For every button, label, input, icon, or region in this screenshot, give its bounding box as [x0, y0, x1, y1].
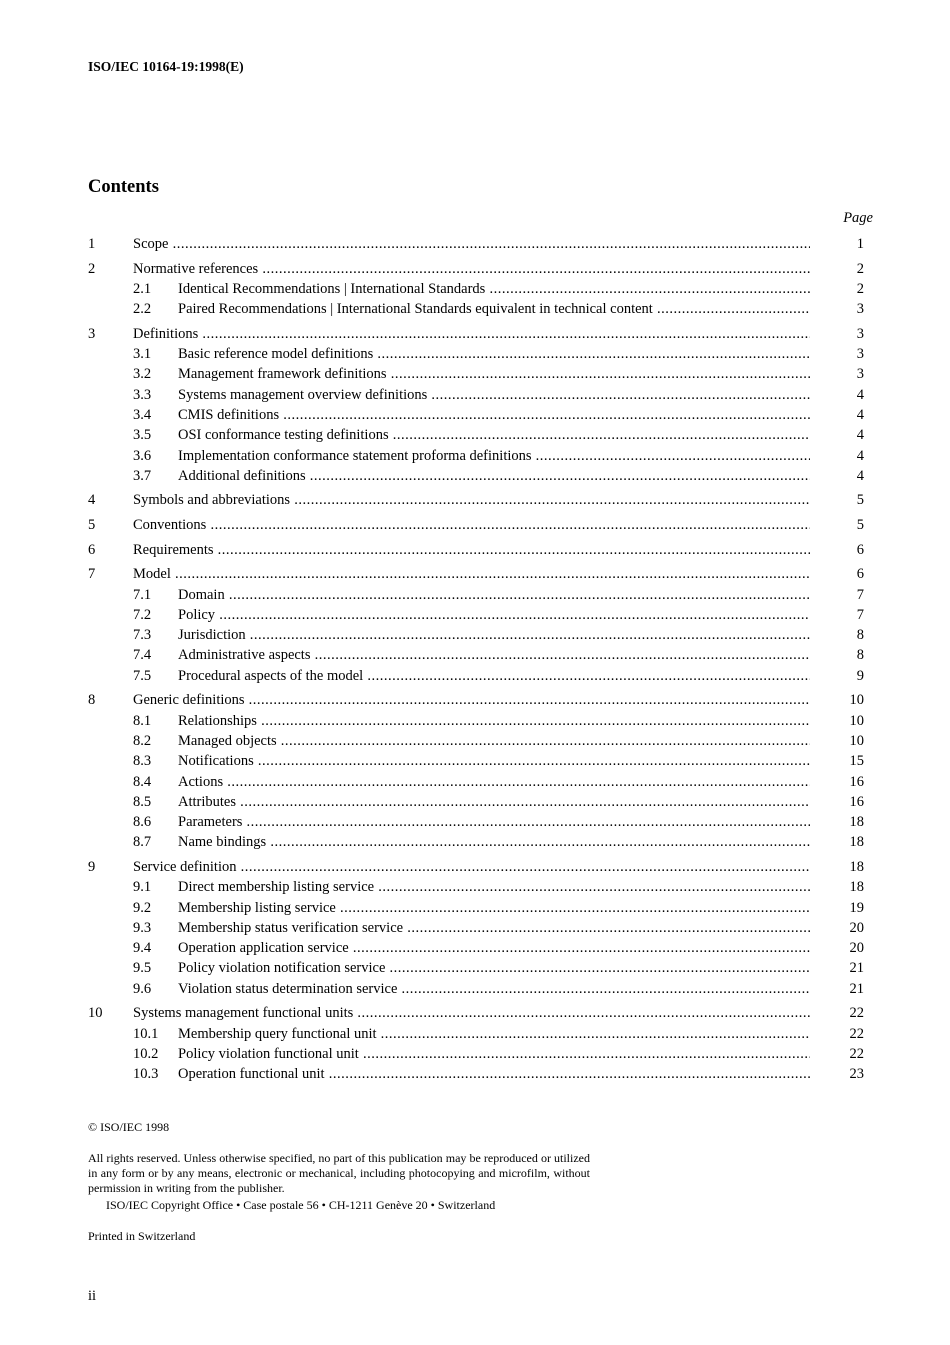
toc-entry-title[interactable]: Violation status determination service [178, 980, 398, 997]
toc-entry-page: 21 [849, 980, 864, 997]
toc-entry-title[interactable]: Operation application service [178, 940, 349, 957]
toc-entry-page: 18 [849, 814, 864, 831]
toc-entry-title-leader [178, 877, 810, 897]
toc-entry[interactable] [88, 405, 873, 425]
toc-entry-page: 1 [856, 236, 864, 252]
toc-entry-number: 10 [88, 1005, 103, 1022]
toc-entry-title[interactable]: Relationships [178, 712, 257, 729]
toc-entry-title[interactable]: Requirements [133, 541, 214, 558]
toc-entry[interactable] [88, 645, 873, 665]
toc-entry-title-leader [133, 515, 810, 535]
toc-entry-page: 18 [849, 879, 864, 896]
toc-entry-title[interactable]: Model [133, 566, 171, 583]
toc-entry-number: 2 [88, 260, 96, 277]
toc-entry-number: 7.3 [133, 627, 152, 644]
toc-entry-page: 6 [856, 541, 864, 558]
toc-entry[interactable] [88, 711, 873, 731]
toc-entry-title[interactable]: Scope [133, 236, 169, 252]
toc-entry-title[interactable]: Additional definitions [178, 467, 306, 484]
toc-entry-title[interactable]: Basic reference model definitions [178, 346, 374, 363]
toc-entry[interactable] [88, 1064, 873, 1084]
toc-entry-page: 9 [856, 667, 864, 684]
toc-entry-page: 23 [849, 1066, 864, 1083]
toc-entry[interactable] [88, 299, 873, 319]
toc-entry[interactable] [88, 1044, 873, 1064]
toc-entry[interactable] [88, 605, 873, 625]
toc-entry-number: 8.1 [133, 712, 152, 729]
toc-entry-title[interactable]: Name bindings [178, 834, 267, 851]
toc-entry-number: 4 [88, 492, 96, 509]
toc-entry-title-leader [133, 564, 810, 584]
copyright-notice: © ISO/IEC 1998 [88, 1120, 170, 1134]
toc-entry[interactable] [88, 385, 873, 405]
toc-entry-title[interactable]: Membership listing service [178, 899, 336, 916]
toc-entry-number: 3.4 [133, 406, 152, 423]
toc-entry-page: 10 [849, 732, 864, 749]
toc-entry-title-leader [178, 1024, 810, 1044]
toc-entry-page: 6 [856, 566, 864, 583]
toc-entry-page: 15 [849, 753, 864, 770]
toc-entry-title[interactable]: Systems management functional units [133, 1005, 354, 1022]
toc-entry-title[interactable]: Policy [178, 606, 216, 623]
page-column-label: Page [843, 210, 873, 226]
toc-entry-page: 7 [856, 606, 864, 623]
toc-entry-title[interactable]: Identical Recommendations | International Standards [178, 280, 486, 297]
toc-entry-title-leader [178, 1064, 810, 1084]
toc-entry[interactable] [88, 446, 873, 466]
toc-entry-number: 8.2 [133, 732, 152, 749]
toc-entry[interactable] [88, 625, 873, 645]
toc-entry-title-leader [178, 645, 810, 665]
toc-entry[interactable] [88, 515, 873, 535]
toc-entry-number: 9.4 [133, 940, 152, 957]
toc-entry-title-leader [133, 490, 810, 510]
toc-entry-number: 8.3 [133, 753, 152, 770]
toc-entry-title-leader [178, 466, 810, 486]
toc-entry-title-leader [178, 605, 810, 625]
toc-entry-title[interactable]: Membership query functional unit [178, 1025, 377, 1042]
toc-entry-number: 9.6 [133, 980, 152, 997]
toc-entry[interactable] [88, 364, 873, 384]
toc-entry-title-leader [178, 344, 810, 364]
toc-entry-number: 2.1 [133, 280, 152, 297]
toc-entry-number: 8.4 [133, 773, 152, 790]
toc-entry[interactable] [88, 857, 873, 877]
toc-entry-title[interactable]: Membership status verification service [178, 919, 404, 936]
toc-entry-page: 20 [849, 940, 864, 957]
toc-entry-title[interactable]: Service definition [133, 858, 237, 875]
toc-entry-number: 7.5 [133, 667, 152, 684]
toc-entry-number: 10.3 [133, 1066, 159, 1083]
toc-entry-title[interactable]: Procedural aspects of the model [178, 667, 364, 684]
toc-entry[interactable] [88, 938, 873, 958]
toc-entry-number: 10.1 [133, 1025, 159, 1042]
toc-entry-page: 4 [856, 406, 864, 423]
publisher-address: ISO/IEC Copyright Office • Case postale 56 • CH-1211 Genève 20 • Switzerland [106, 1198, 496, 1212]
toc-entry[interactable] [88, 918, 873, 938]
toc-entry[interactable] [88, 751, 873, 771]
toc-entry-title[interactable]: Operation functional unit [178, 1066, 325, 1083]
toc-entry-number: 3.2 [133, 366, 152, 383]
toc-entry-title[interactable]: Conventions [133, 517, 207, 534]
toc-entry[interactable] [88, 234, 873, 254]
toc-entry[interactable] [88, 490, 873, 510]
toc-entry-title[interactable]: CMIS definitions [178, 406, 280, 423]
toc-entry-number: 9.2 [133, 899, 152, 916]
toc-entry-page: 22 [849, 1025, 864, 1042]
toc-entry-title-leader [178, 979, 810, 999]
toc-entry-title[interactable]: Jurisdiction [178, 627, 246, 644]
toc-entry-title-leader [178, 279, 810, 299]
toc-entry-page: 18 [849, 858, 864, 875]
toc-entry-number: 9 [88, 858, 96, 875]
document-header: ISO/IEC 10164-19:1998(E) [88, 59, 244, 74]
toc-entry-title[interactable]: Notifications [178, 753, 254, 770]
toc-entry-number: 8.7 [133, 834, 152, 851]
toc-entry[interactable] [88, 731, 873, 751]
toc-entry-number: 3 [88, 325, 96, 342]
toc-entry-title-leader [178, 585, 810, 605]
toc-entry-title[interactable]: Paired Recommendations | International Standards equivalent in technical content [178, 301, 653, 318]
toc-entry-title-leader [178, 772, 810, 792]
toc-entry-title-leader [178, 812, 810, 832]
toc-entry[interactable] [88, 979, 873, 999]
toc-entry-number: 7 [88, 566, 96, 583]
toc-entry-page: 5 [856, 517, 864, 534]
toc-entry[interactable] [88, 772, 873, 792]
toc-entry-title-leader [178, 666, 810, 686]
toc-entry-title-leader [178, 364, 810, 384]
toc-entry-page: 20 [849, 919, 864, 936]
toc-entry-page: 5 [856, 492, 864, 509]
toc-entry-number: 8.5 [133, 793, 152, 810]
toc-entry-page: 3 [856, 366, 864, 383]
toc-entry-title-leader [178, 918, 810, 938]
toc-entry-page: 16 [849, 773, 864, 790]
toc-entry-page: 22 [849, 1045, 864, 1062]
toc-entry[interactable] [88, 564, 873, 584]
toc-entry[interactable] [88, 812, 873, 832]
toc-entry[interactable] [88, 585, 873, 605]
toc-entry-page: 10 [849, 712, 864, 729]
toc-entry-title-leader [133, 259, 810, 279]
toc-entry-number: 5 [88, 517, 96, 534]
toc-entry-title[interactable]: Symbols and abbreviations [133, 492, 291, 509]
toc-entry-title-leader [133, 324, 810, 344]
toc-entry-title-leader [178, 299, 810, 319]
toc-entry-number: 1 [88, 236, 96, 252]
toc-entry-page: 21 [849, 960, 864, 977]
toc-entry-page: 8 [856, 647, 864, 664]
toc-entry-number: 7.2 [133, 606, 152, 623]
toc-entry-number: 7.1 [133, 586, 152, 603]
toc-entry-title-leader [133, 540, 810, 560]
toc-entry-page: 16 [849, 793, 864, 810]
toc-entry-number: 8 [88, 692, 96, 709]
toc-entry-page: 4 [856, 386, 864, 403]
toc-entry-page: 22 [849, 1005, 864, 1022]
toc-entry-page: 3 [856, 325, 864, 342]
toc-entry[interactable] [88, 690, 873, 710]
toc-entry-page: 4 [856, 467, 864, 484]
toc-entry-title-leader [178, 446, 810, 466]
toc-entry-number: 3.1 [133, 346, 152, 363]
toc-entry-page: 8 [856, 627, 864, 644]
toc-entry-number: 10.2 [133, 1045, 159, 1062]
page-number: ii [88, 1288, 97, 1304]
toc-entry[interactable] [88, 279, 873, 299]
table-of-contents [88, 234, 873, 1085]
toc-entry-number: 7.4 [133, 647, 152, 664]
toc-entry-title-leader [133, 1003, 810, 1023]
toc-entry-title-leader [178, 792, 810, 812]
toc-entry-title-leader [178, 731, 810, 751]
toc-entry[interactable] [88, 898, 873, 918]
toc-entry[interactable] [88, 832, 873, 852]
toc-entry-number: 3.3 [133, 386, 152, 403]
toc-entry-title[interactable]: Administrative aspects [178, 647, 311, 664]
toc-entry-page: 4 [856, 447, 864, 464]
toc-entry-number: 3.7 [133, 467, 152, 484]
toc-entry-page: 18 [849, 834, 864, 851]
toc-entry[interactable] [88, 466, 873, 486]
toc-entry-title-leader [133, 857, 810, 877]
toc-entry-number: 8.6 [133, 814, 152, 831]
toc-entry-title[interactable]: Definitions [133, 325, 199, 342]
toc-entry-title[interactable]: Implementation conformance statement proforma definitions [178, 447, 532, 464]
toc-entry-title[interactable]: Systems management overview definitions [178, 386, 428, 403]
toc-entry-title[interactable]: Parameters [178, 814, 243, 831]
toc-entry-page: 2 [856, 260, 864, 277]
toc-entry-title-leader [178, 938, 810, 958]
toc-entry-title[interactable]: OSI conformance testing definitions [178, 427, 389, 444]
toc-entry-page: 2 [856, 280, 864, 297]
toc-entry[interactable] [88, 344, 873, 364]
toc-entry-title-leader [133, 234, 810, 254]
toc-entry[interactable] [88, 792, 873, 812]
toc-entry-title[interactable]: Policy violation functional unit [178, 1045, 359, 1062]
toc-entry-title-leader [178, 751, 810, 771]
toc-entry-title-leader [178, 958, 810, 978]
toc-entry[interactable] [88, 666, 873, 686]
toc-entry-title-leader [133, 690, 810, 710]
toc-entry-number: 9.5 [133, 960, 152, 977]
toc-entry-title[interactable]: Policy violation notification service [178, 960, 386, 977]
toc-entry-title-leader [178, 711, 810, 731]
toc-entry-title[interactable]: Management framework definitions [178, 366, 387, 383]
toc-entry[interactable] [88, 1024, 873, 1044]
toc-entry-number: 9.3 [133, 919, 152, 936]
toc-entry-number: 6 [88, 541, 96, 558]
toc-entry-title[interactable]: Actions [178, 773, 224, 790]
toc-entry-title[interactable]: Domain [178, 586, 225, 603]
toc-entry-page: 10 [849, 692, 864, 709]
printed-in: Printed in Switzerland [88, 1229, 196, 1243]
rights-statement: All rights reserved. Unless otherwise specified, no part of this publication may be reproduced or utilized in any form or by any means, electronic or mechanical, including photocopying and microfilm, without permission in writing from the publisher. [88, 1151, 590, 1195]
toc-entry-title-leader [178, 1044, 810, 1064]
toc-entry-title[interactable]: Direct membership listing service [178, 879, 375, 896]
toc-entry-title[interactable]: Managed objects [178, 732, 277, 749]
toc-entry-title[interactable]: Normative references [133, 260, 259, 277]
toc-entry-number: 3.5 [133, 427, 152, 444]
toc-entry-page: 19 [849, 899, 864, 916]
toc-entry-number: 3.6 [133, 447, 152, 464]
toc-entry-page: 3 [856, 346, 864, 363]
toc-entry[interactable] [88, 1003, 873, 1023]
toc-entry[interactable] [88, 877, 873, 897]
toc-entry-title-leader [178, 832, 810, 852]
toc-entry-title-leader [178, 425, 810, 445]
toc-entry-title[interactable]: Attributes [178, 793, 236, 810]
toc-entry-title-leader [178, 625, 810, 645]
toc-entry[interactable] [88, 425, 873, 445]
toc-entry-title[interactable]: Generic definitions [133, 692, 245, 709]
toc-entry-number: 9.1 [133, 879, 152, 896]
toc-entry[interactable] [88, 259, 873, 279]
toc-entry-title-leader [178, 385, 810, 405]
contents-heading: Contents [88, 177, 159, 197]
toc-entry[interactable] [88, 324, 873, 344]
toc-entry-page: 4 [856, 427, 864, 444]
toc-entry[interactable] [88, 540, 873, 560]
toc-entry-number: 2.2 [133, 301, 152, 318]
toc-entry[interactable] [88, 958, 873, 978]
toc-entry-page: 7 [856, 586, 864, 603]
toc-entry-title-leader [178, 405, 810, 425]
toc-entry-title-leader [178, 898, 810, 918]
toc-entry-page: 3 [856, 301, 864, 318]
